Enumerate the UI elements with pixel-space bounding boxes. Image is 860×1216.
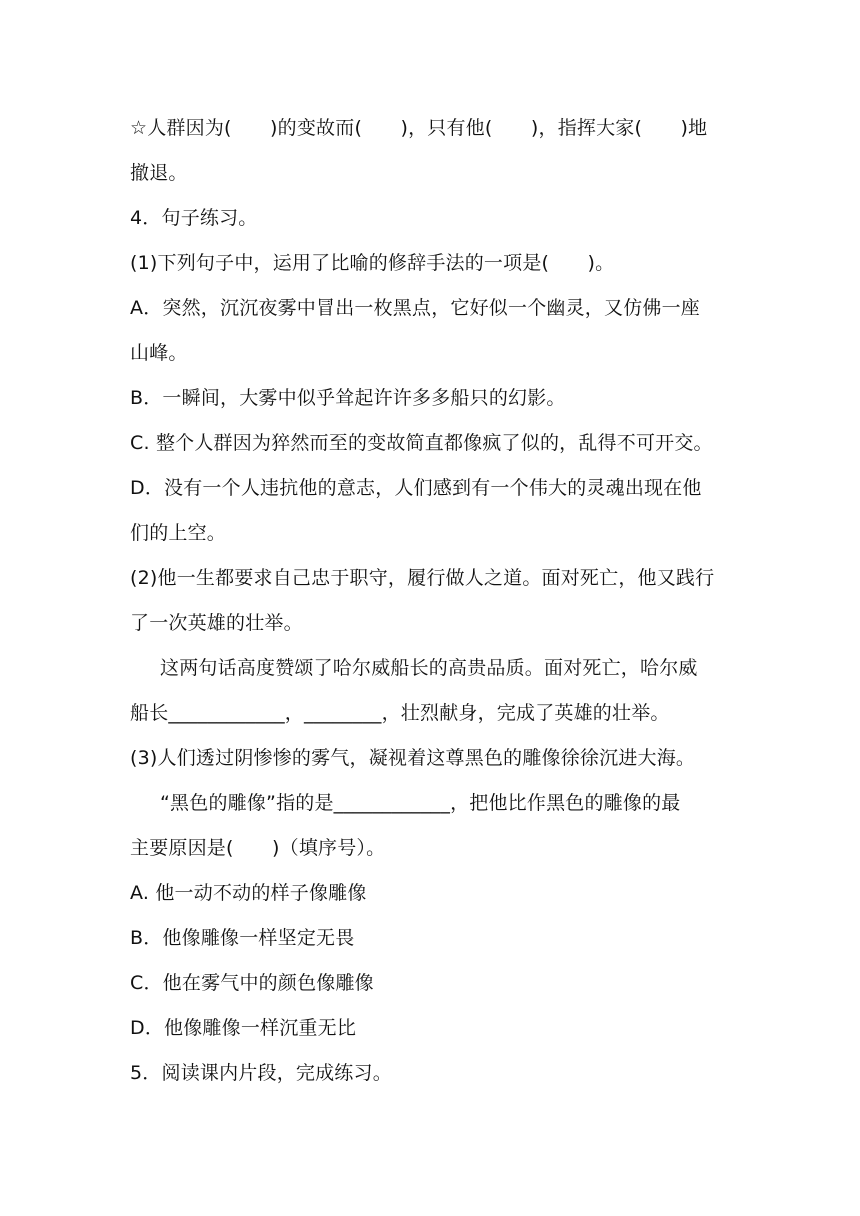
option-a: A. 他一动不动的样子像雕像 bbox=[130, 882, 367, 904]
option-d-continued: 们的上空。 bbox=[130, 522, 227, 544]
option-d: D．没有一个人违抗他的意志，人们感到有一个伟大的灵魂出现在他 bbox=[130, 477, 702, 499]
question-line: 主要原因是( )（填序号）。 bbox=[130, 837, 386, 859]
option-c: C．他在雾气中的颜色像雕像 bbox=[130, 972, 374, 994]
question-line: 撤退。 bbox=[130, 162, 188, 184]
paragraph-line: 这两句话高度赞颂了哈尔威船长的高贵品质。面对死亡，哈尔威 bbox=[160, 657, 698, 679]
option-c: C. 整个人群因为猝然而至的变故简直都像疯了似的，乱得不可开交。 bbox=[130, 432, 713, 454]
option-a: A．突然，沉沉夜雾中冒出一枚黑点，它好似一个幽灵，又仿佛一座 bbox=[130, 297, 700, 319]
option-b: B．他像雕像一样坚定无畏 bbox=[130, 927, 355, 949]
question-line: 了一次英雄的壮举。 bbox=[130, 612, 303, 634]
option-b: B．一瞬间，大雾中似乎耸起许许多多船只的幻影。 bbox=[130, 387, 566, 409]
question-line: ☆人群因为( )的变故而( )，只有他( )，指挥大家( )地 bbox=[130, 117, 708, 139]
question-line: (3)人们透过阴惨惨的雾气，凝视着这尊黑色的雕像徐徐沉进大海。 bbox=[130, 747, 696, 769]
option-d: D．他像雕像一样沉重无比 bbox=[130, 1017, 357, 1039]
option-a-continued: 山峰。 bbox=[130, 342, 188, 364]
fill-in-line: “黑色的雕像”指的是____________，把他比作黑色的雕像的最 bbox=[160, 792, 681, 814]
question-line: (1)下列句子中，运用了比喻的修辞手法的一项是( )。 bbox=[130, 252, 615, 274]
section-heading: 5．阅读课内片段，完成练习。 bbox=[130, 1062, 392, 1084]
fill-in-line: 船长____________，________，壮烈献身，完成了英雄的壮举。 bbox=[130, 702, 670, 724]
section-heading: 4．句子练习。 bbox=[130, 207, 258, 229]
question-line: (2)他一生都要求自己忠于职守，履行做人之道。面对死亡，他又践行 bbox=[130, 567, 715, 589]
